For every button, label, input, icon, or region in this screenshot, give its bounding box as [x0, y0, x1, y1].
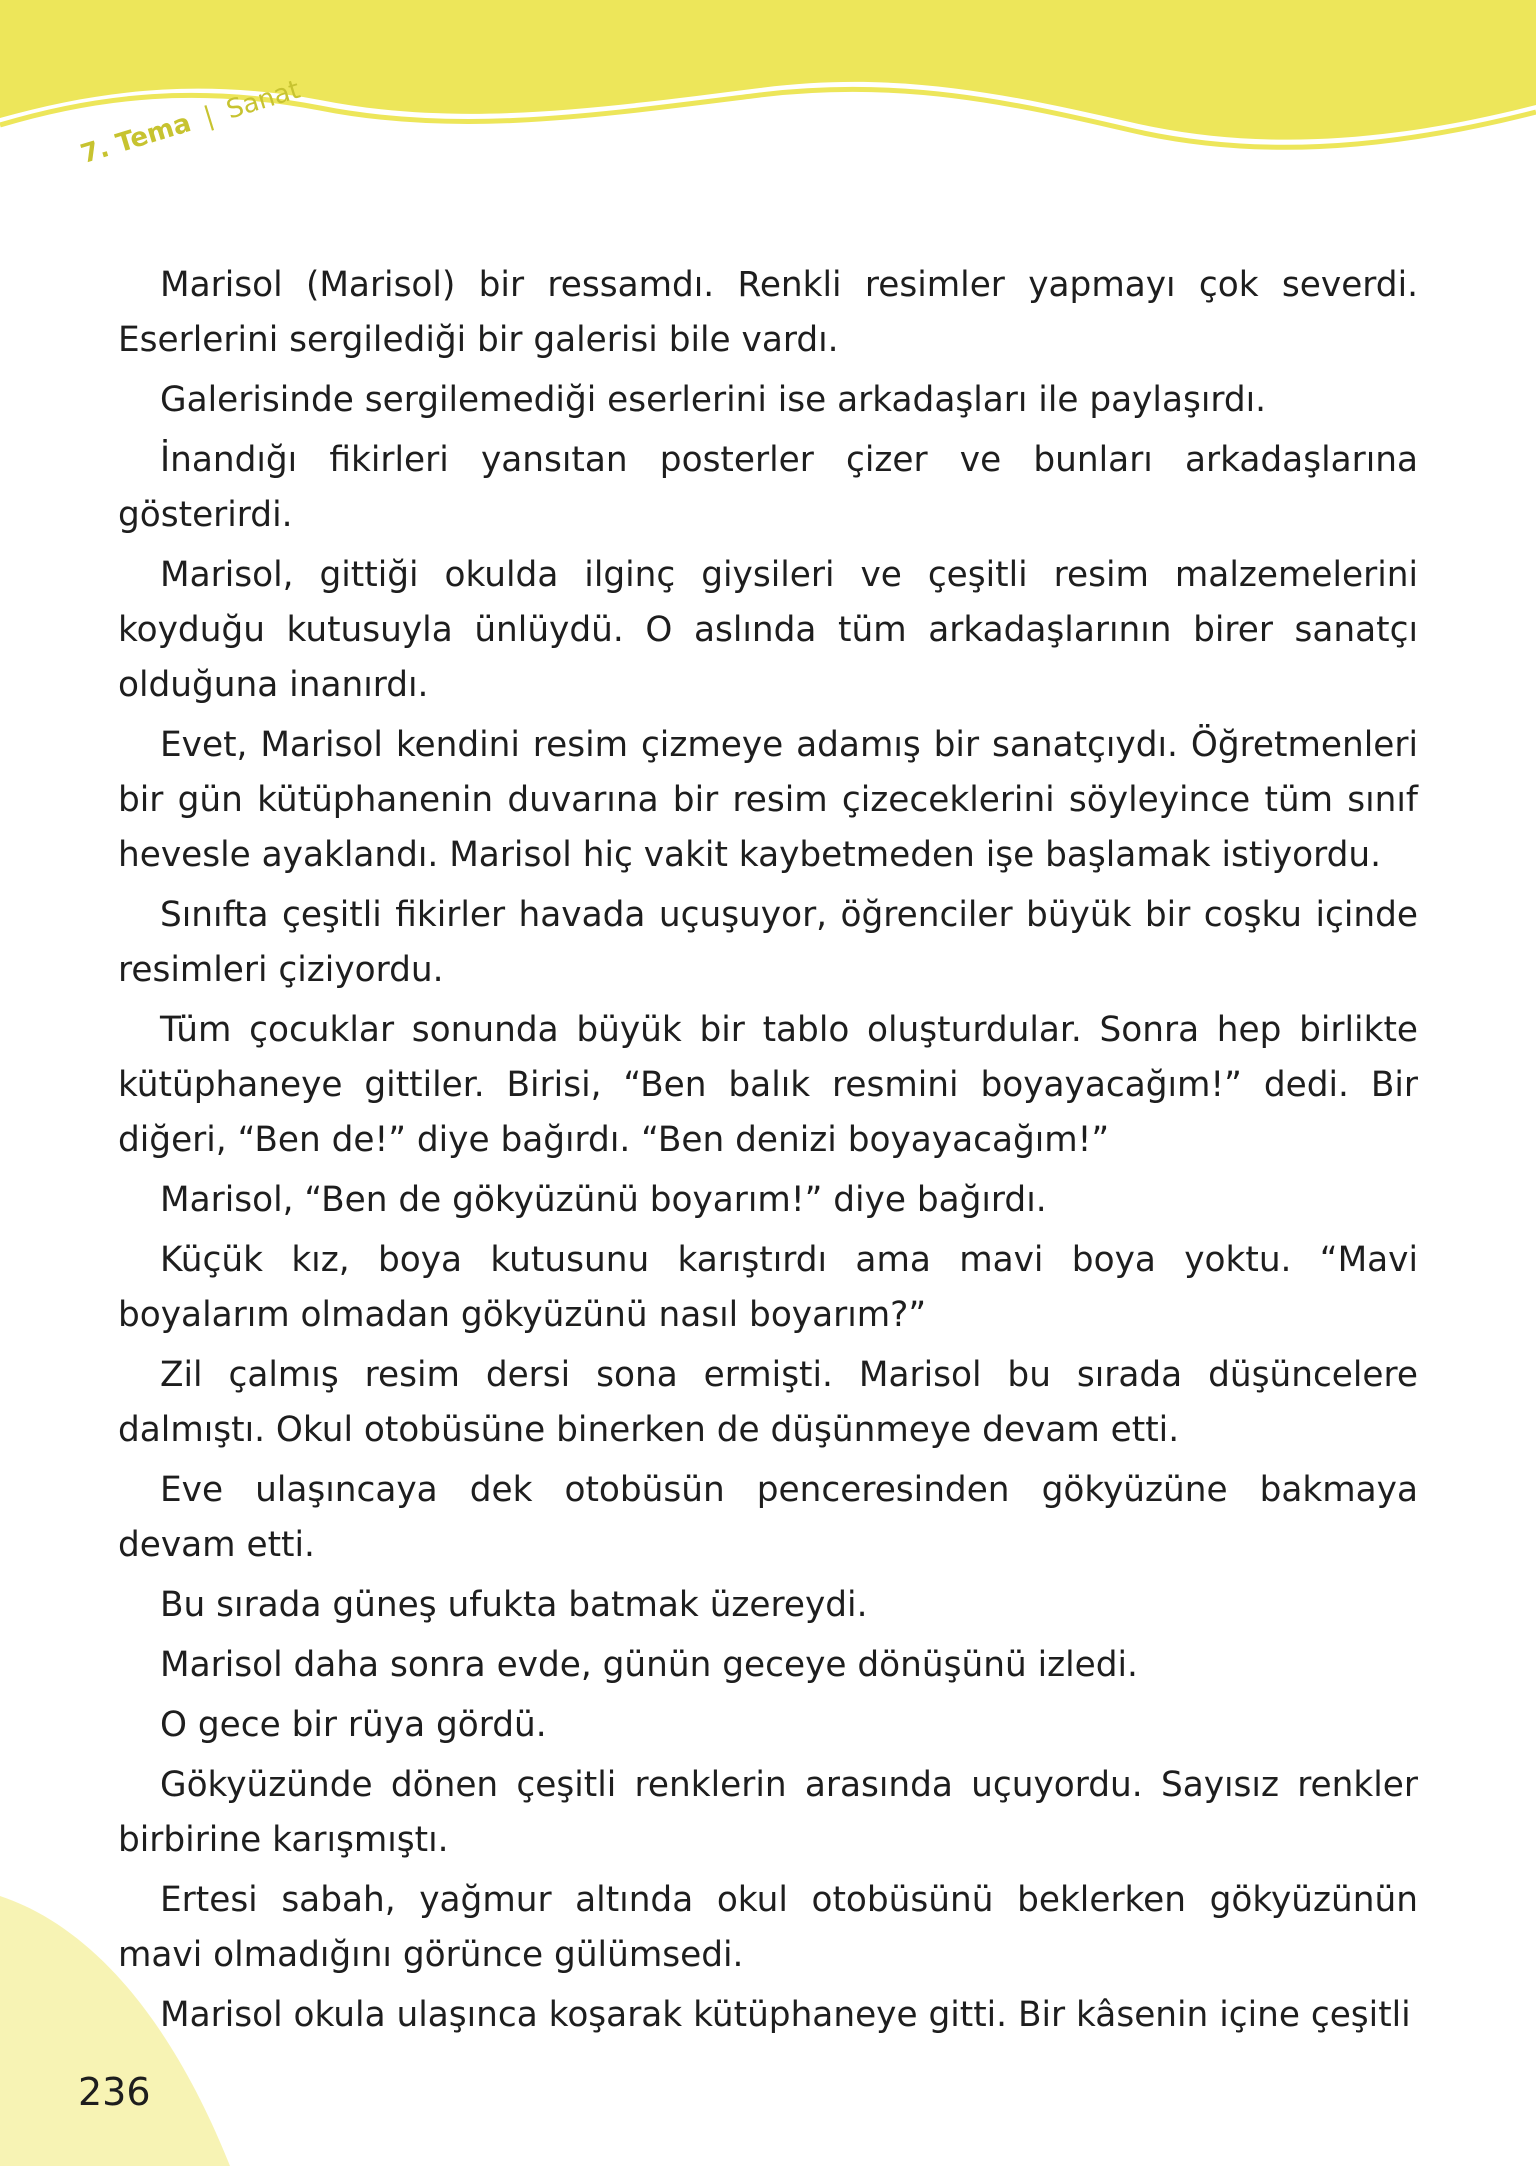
paragraph: Tüm çocuklar sonunda büyük bir tablo oluşturdular. Sonra hep birlikte kütüphaneye gittiler. Birisi, “Ben balık resmini boyayacağım!” dedi. Bir diğeri, “Ben de!” diye bağırdı. “Ben denizi boyayacağım!”: [118, 1010, 1418, 1160]
paragraph: O gece bir rüya gördü.: [160, 1705, 547, 1745]
paragraph: Marisol, gittiği okulda ilginç giysileri ve çeşitli resim malzemelerini koyduğu kutusuyla ünlüydü. O aslında tüm arkadaşlarının birer sanatçı olduğuna inanırdı.: [118, 555, 1418, 705]
theme-subject: Sanat: [223, 74, 304, 126]
paragraph: Marisol daha sonra evde, günün geceye dönüşünü izledi.: [160, 1645, 1138, 1685]
paragraph: Marisol, “Ben de gökyüzünü boyarım!” diye bağırdı.: [160, 1180, 1047, 1220]
paragraph: Marisol okula ulaşınca koşarak kütüphaneye gitti. Bir kâsenin içine çeşitli: [160, 1995, 1411, 2035]
paragraph: Ertesi sabah, yağmur altında okul otobüsünü beklerken gökyüzünün mavi olmadığını görünce gülümsedi.: [118, 1880, 1418, 1975]
paragraph: Bu sırada güneş ufukta batmak üzereydi.: [160, 1585, 868, 1625]
paragraph: Küçük kız, boya kutusunu karıştırdı ama mavi boya yoktu. “Mavi boyalarım olmadan gökyüzünü nasıl boyarım?”: [118, 1240, 1418, 1335]
paragraph: Evet, Marisol kendini resim çizmeye adamış bir sanatçıydı. Öğretmenleri bir gün kütüphanenin duvarına bir resim çizeceklerini söyleyince tüm sınıf hevesle ayaklandı. Marisol hiç vakit kaybetmeden işe başlamak istiyordu.: [118, 725, 1418, 875]
paragraph: Zil çalmış resim dersi sona ermişti. Marisol bu sırada düşüncelere dalmıştı. Okul otobüsüne binerken de düşünmeye devam etti.: [118, 1355, 1418, 1450]
paragraph: İnandığı fikirleri yansıtan posterler çizer ve bunları arkadaşlarına gösterirdi.: [118, 440, 1418, 535]
paragraph: Galerisinde sergilemediği eserlerini ise arkadaşları ile paylaşırdı.: [160, 380, 1267, 420]
paragraph: Marisol (Marisol) bir ressamdı. Renkli resimler yapmayı çok severdi. Eserlerini sergilediği bir galerisi bile vardı.: [118, 265, 1418, 360]
paragraph: Sınıfta çeşitli fikirler havada uçuşuyor, öğrenciler büyük bir coşku içinde resimleri çiziyordu.: [118, 895, 1418, 990]
story-text: [118, 258, 1418, 2048]
theme-separator: |: [200, 101, 218, 133]
paragraph: Eve ulaşıncaya dek otobüsün penceresinden gökyüzüne bakmaya devam etti.: [118, 1470, 1418, 1565]
page-number: 236: [78, 2070, 151, 2114]
theme-number: 7. Tema: [77, 108, 195, 170]
paragraph: Gökyüzünde dönen çeşitli renklerin arasında uçuyordu. Sayısız renkler birbirine karışmıştı.: [118, 1765, 1418, 1860]
